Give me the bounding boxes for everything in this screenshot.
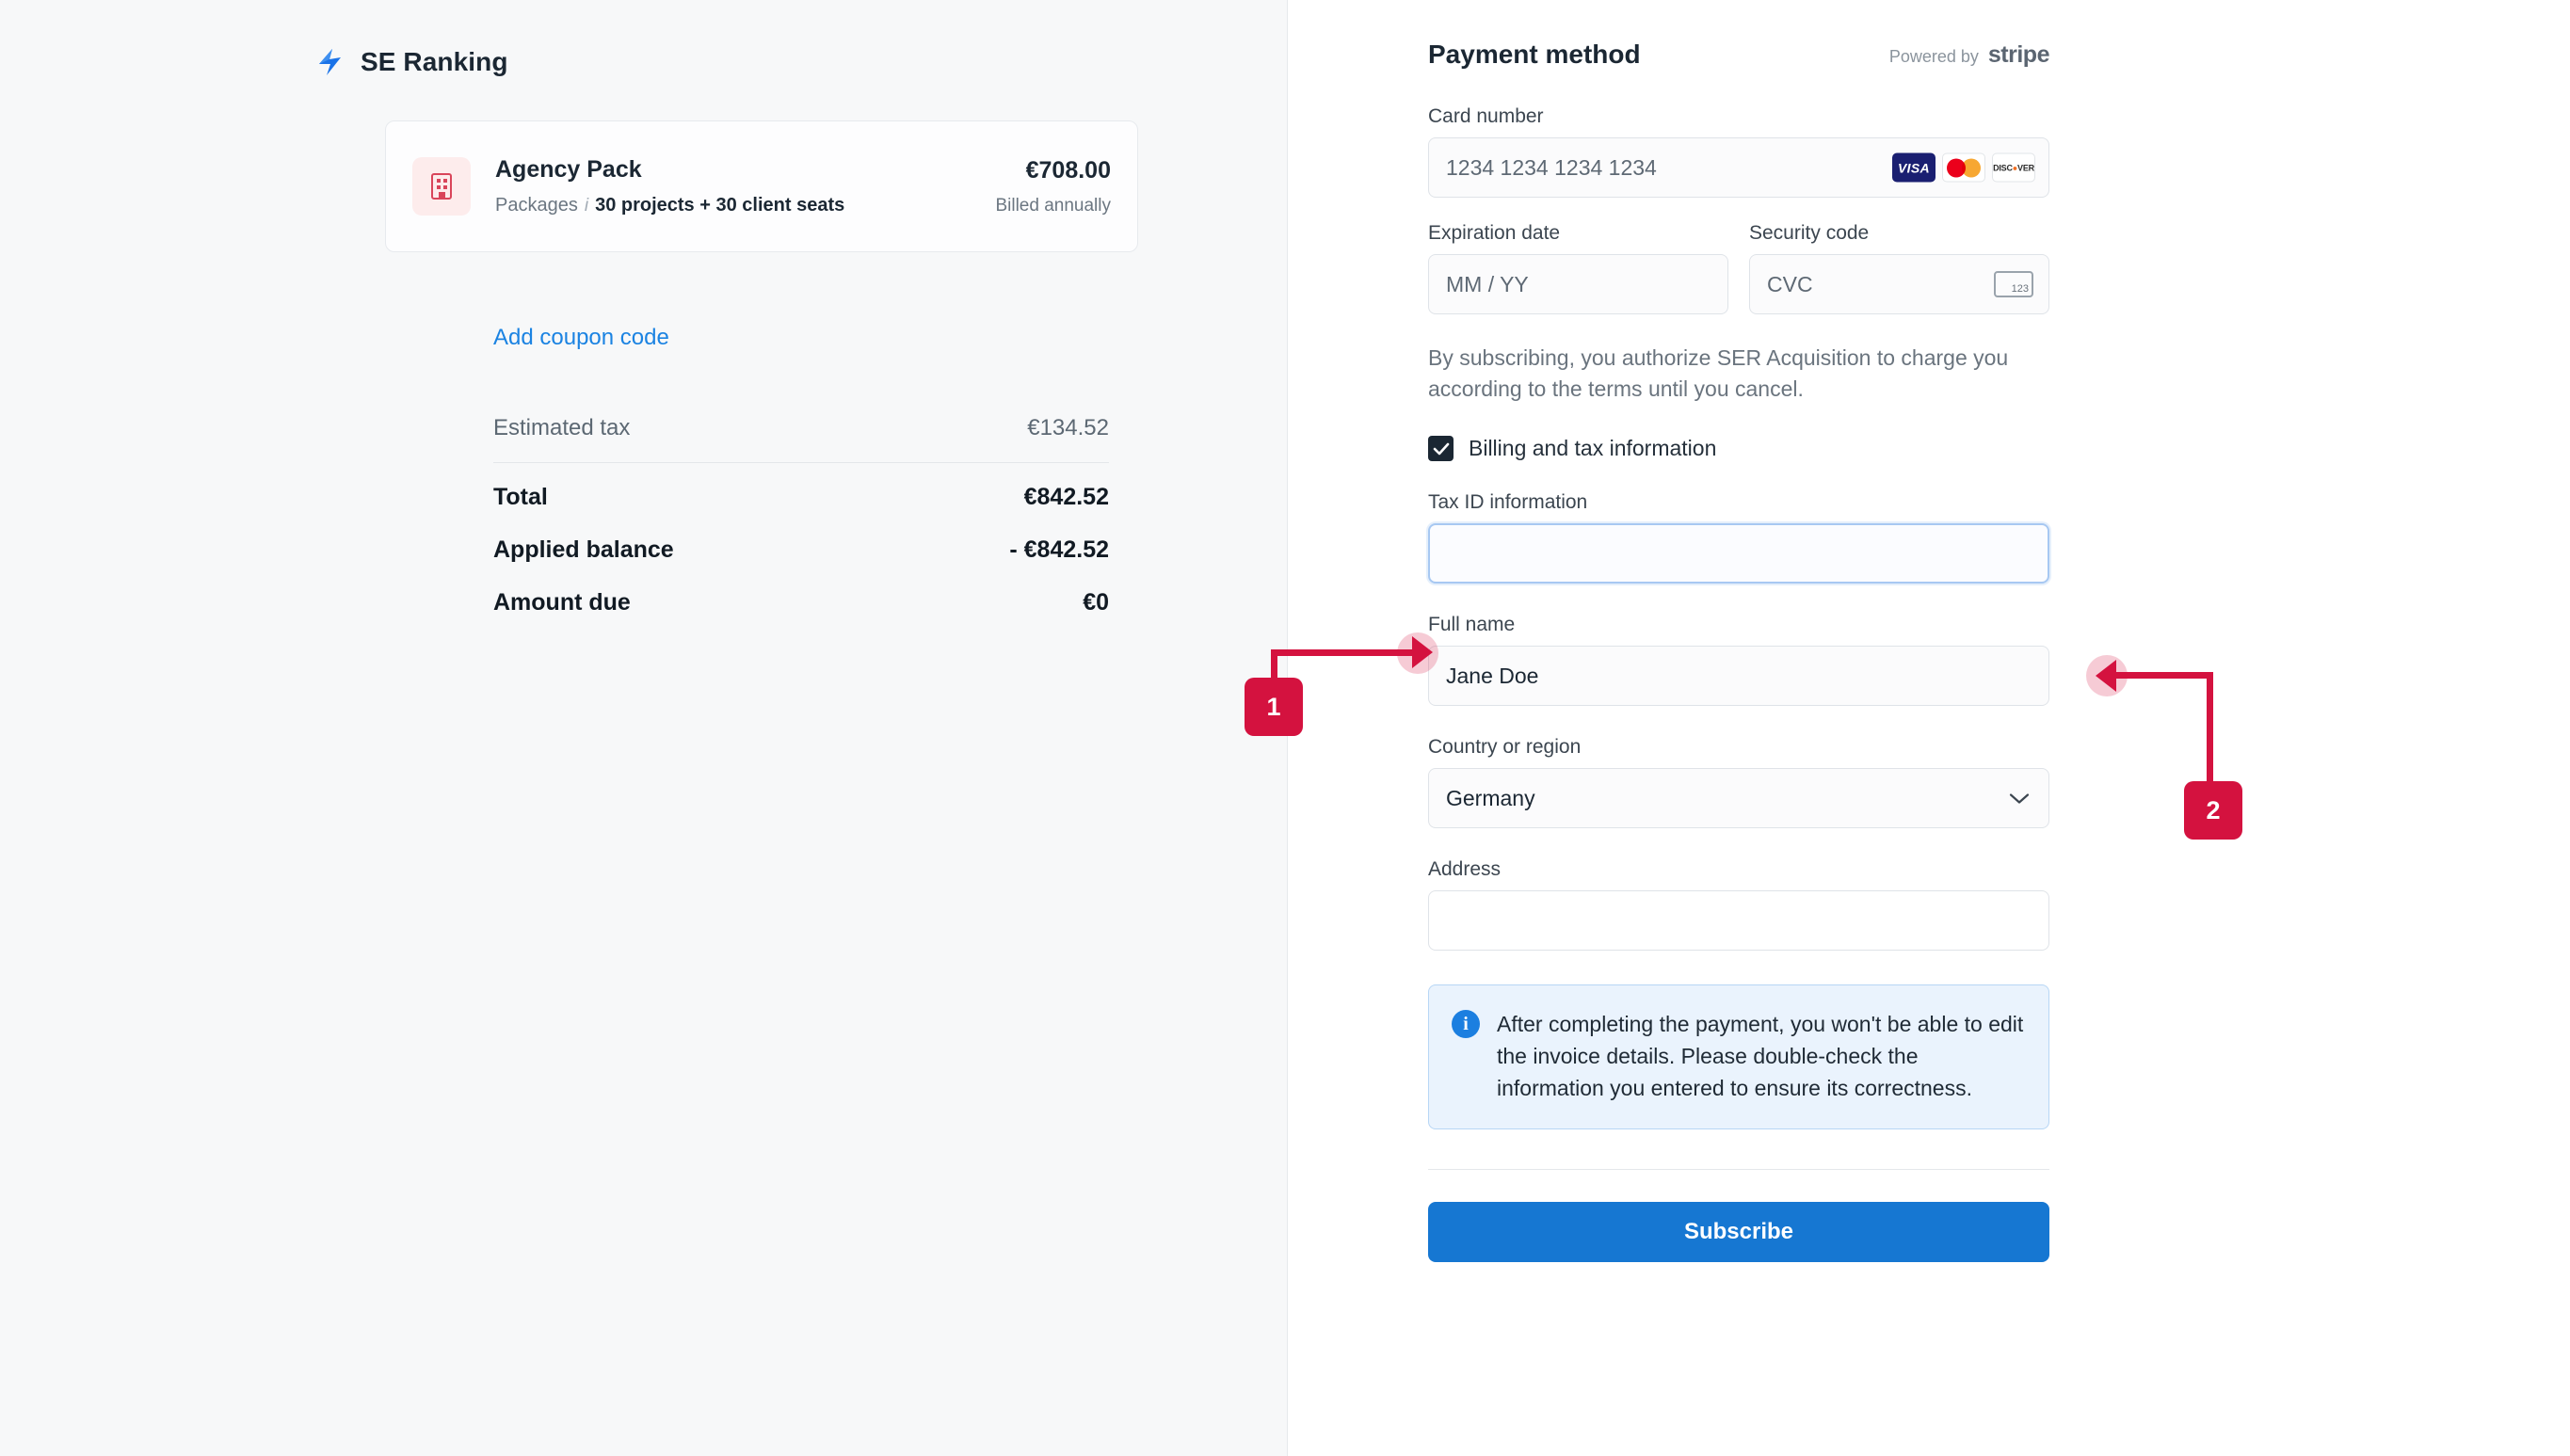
mastercard-icon: [1942, 153, 1985, 183]
discover-icon: DISC ● VER: [1992, 153, 2035, 183]
card-extra-fields: [1428, 222, 2049, 314]
card-number-field-group: [1428, 105, 2049, 198]
address-input[interactable]: [1428, 890, 2049, 951]
cvc-card-icon: 123: [1994, 271, 2033, 297]
address-field-group: [1428, 858, 2049, 951]
amount-due-value: €0: [1083, 589, 1109, 616]
visa-icon: VISA: [1892, 153, 1936, 183]
plan-details: 30 projects + 30 client seats: [595, 195, 845, 216]
info-icon[interactable]: i: [584, 195, 589, 216]
plan-price-amount: €708.00: [1025, 156, 1111, 184]
security-code-field-group: [1749, 222, 2049, 314]
full-name-value: Jane Doe: [1446, 663, 1539, 688]
full-name-label: Full name: [1428, 614, 1516, 636]
powered-by-stripe: [1889, 41, 2049, 69]
total-value: €842.52: [1023, 484, 1109, 510]
estimated-tax-value: €134.52: [1027, 415, 1109, 440]
totals-row-amount-due: [493, 574, 1109, 627]
expiration-date-input[interactable]: [1428, 254, 1728, 314]
annotation-1: [1245, 649, 1470, 762]
plan-price: [995, 157, 1111, 216]
country-or-region-label: Country or region: [1428, 736, 1582, 759]
stripe-logo: stripe: [1987, 40, 2049, 68]
annotation-1-badge: 1: [1245, 678, 1303, 736]
building-icon: [412, 157, 471, 216]
annotation-2-badge: 2: [2184, 781, 2242, 840]
invoice-notice-text: After completing the payment, you won't be able to edit the invoice details. Please double-check the information you entered to ensure its correctness.: [1497, 1012, 2024, 1101]
totals-row-applied-balance: [493, 521, 1109, 574]
info-circle-icon: i: [1452, 1010, 1480, 1038]
country-field-group: [1428, 736, 2049, 828]
payment-method-title: Payment method: [1428, 40, 1641, 69]
expiration-field-group: [1428, 222, 1728, 314]
totals-list: [493, 405, 1109, 627]
annotation-2-line-horizontal: [2116, 672, 2213, 679]
card-brand-icons: [1892, 153, 2035, 183]
annotation-2-arrowhead: [2096, 660, 2116, 692]
country-or-region-select[interactable]: [1428, 768, 2049, 828]
plan-card: [385, 120, 1138, 252]
country-or-region-value: Germany: [1446, 785, 1535, 810]
annotation-2: [2080, 659, 2269, 838]
payment-panel: [1288, 0, 2570, 1456]
estimated-tax-label: Estimated tax: [493, 415, 631, 440]
full-name-field-group: [1428, 614, 2049, 706]
amount-due-label: Amount due: [493, 589, 631, 616]
card-number-label: Card number: [1428, 105, 1544, 127]
address-label: Address: [1428, 858, 1502, 881]
invoice-notice: [1428, 984, 2049, 1129]
billing-and-tax-information-label: Billing and tax information: [1469, 436, 1717, 461]
plan-subtitle: [495, 195, 995, 216]
card-number-input[interactable]: [1428, 137, 2049, 198]
add-coupon-code-link[interactable]: Add coupon code: [493, 325, 669, 350]
plan-info: [495, 156, 995, 216]
total-label: Total: [493, 484, 548, 510]
subscribe-button[interactable]: Subscribe: [1428, 1202, 2049, 1262]
billing-and-tax-information-checkbox[interactable]: [1428, 436, 2049, 461]
totals-row-total: [493, 463, 1109, 521]
plan-billing-period: Billed annually: [995, 195, 1111, 216]
applied-balance-value: - €842.52: [1009, 536, 1109, 563]
security-code-label: Security code: [1749, 222, 1870, 244]
security-code-placeholder: CVC: [1767, 271, 1813, 296]
tax-id-label: Tax ID information: [1428, 491, 1588, 514]
form-divider: [1428, 1169, 2049, 1170]
applied-balance-label: Applied balance: [493, 536, 674, 563]
brand-header: [313, 45, 508, 79]
plan-title: Agency Pack: [495, 156, 642, 183]
se-ranking-logo-icon: [313, 45, 347, 79]
tax-id-field-group: [1428, 491, 2049, 584]
payment-method-header: [1428, 40, 2049, 70]
annotation-1-arrowhead: [1412, 636, 1433, 668]
tax-id-information-input[interactable]: [1428, 523, 2049, 584]
brand-name: SE Ranking: [361, 47, 508, 76]
full-name-input[interactable]: [1428, 646, 2049, 706]
expiration-date-placeholder: MM / YY: [1446, 271, 1529, 296]
expiration-date-label: Expiration date: [1428, 222, 1561, 244]
chevron-down-icon[interactable]: [2009, 786, 2030, 811]
totals-row-estimated-tax: [493, 405, 1109, 463]
checkbox-checked-icon[interactable]: [1428, 436, 1454, 461]
security-code-input[interactable]: [1749, 254, 2049, 314]
powered-by-label: Powered by: [1888, 46, 1979, 66]
card-number-placeholder: 1234 1234 1234 1234: [1446, 154, 1657, 180]
plan-category-label: Packages: [495, 195, 578, 216]
annotation-2-line-vertical: [2207, 672, 2213, 785]
authorization-text: By subscribing, you authorize SER Acquisition to charge you according to the terms until you cancel.: [1428, 345, 2009, 401]
